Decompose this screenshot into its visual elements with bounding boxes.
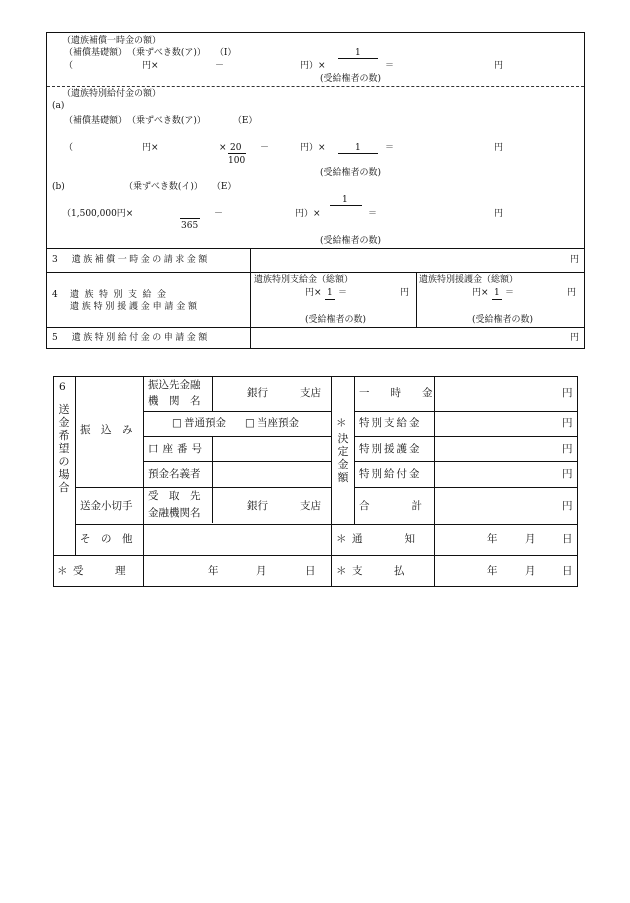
special-a-yen: 円 [494,143,504,153]
deposit-current-box[interactable]: □ [245,417,255,429]
item-special-support: 特別援護金 [359,443,422,455]
row3-label: 3 遺族補償一時金の請求金額 [52,255,210,265]
yen-special-support: 円 [562,443,573,455]
row4-label2: 遺族特別援護金申請金額 [70,302,200,312]
special-a-numerator: 1 [355,143,361,153]
lump-equals: ＝ [385,61,395,71]
branch-text: 支店 [300,387,321,399]
other-label: そ の 他 [80,533,133,545]
branch2-text: 支店 [300,500,321,512]
lump-yen-close: 円）× [300,61,326,71]
decided-asterisk: ＊ [336,417,347,429]
h-line-4 [75,487,331,488]
receipt-asterisk: ＊ [57,565,68,577]
row4-col1-eq: ＝ [338,288,348,298]
row5-label: 5 遺族特別給付金の申請金額 [52,333,210,343]
payment-month: 月 [525,565,536,577]
row4-col-divider [416,272,417,327]
row4-col1-yen: 円 [400,288,410,298]
h-line-1 [143,411,331,412]
row4-col2-num: 1 [494,288,500,298]
special-a-minus: － [260,143,270,153]
v-section-col [75,377,76,555]
rows-label-divider [250,248,251,348]
special-b-labels: （乗ずべき数(イ)） （E） [124,182,237,192]
yen-special-benefit: 円 [562,468,573,480]
notice-label: 通 知 [352,533,415,545]
decided-title: 決定金額 [337,432,349,484]
row4-col1-num: 1 [327,288,333,298]
lump-yen: 円 [494,61,504,71]
lump-numerator: 1 [355,48,361,58]
v-decided-col [354,377,355,524]
bank-text: 銀行 [247,387,268,399]
special-b-yen-close: 円）× [295,209,321,219]
special-a-denominator: (受給権者の数) [320,168,382,178]
h-line-2 [143,436,331,437]
special-a-fraction-line [338,153,378,154]
special-b-denominator: (受給権者の数) [320,236,382,246]
section-divider [47,86,584,87]
notice-month: 月 [525,533,536,545]
row4-label1: 遺族特別支給金 [70,290,172,300]
notice-year: 年 [487,533,498,545]
v-acct-label-col [212,436,213,523]
special-a-equals: ＝ [385,143,395,153]
special-a-open-paren: （ [64,143,74,153]
bank-label-2: 機 関 名 [148,395,201,407]
kogitte-label: 送金小切手 [80,500,133,512]
furikomi-label: 振 込 み [80,424,133,436]
row4-col2-eq: ＝ [505,288,515,298]
yen-special-payment: 円 [562,417,573,429]
special-a-frac-line [228,153,246,154]
special-a-label: (a) [52,101,65,111]
row4-num: 4 [52,290,58,300]
special-b-numerator: 1 [342,195,348,205]
lump-yen-times: 円× [142,61,159,71]
special-a-labels: （補償基礎額） （乗ずべき数(ア)） （E） [64,116,258,126]
lump-fraction-line [338,58,378,59]
h-right-5 [331,524,577,525]
special-b-yen: 円 [494,209,504,219]
h-right-3 [354,461,577,462]
h-right-1 [354,411,577,412]
h-right-4 [354,487,577,488]
payment-year: 年 [487,565,498,577]
item-special-benefit: 特別給付金 [359,468,422,480]
deposit-normal-box[interactable]: □ [172,417,182,429]
special-heading: （遺族特別給付金の額） [62,89,162,99]
account-number-label: 口座番号 [148,443,206,455]
yen-lump: 円 [562,387,573,399]
notice-asterisk: ＊ [336,533,347,545]
special-b-label: (b) [52,182,65,192]
receipt-day: 日 [305,565,316,577]
special-a-times: × [219,143,227,153]
receiver-label-2: 金融機関名 [148,507,201,519]
payment-day: 日 [562,565,573,577]
payment-asterisk: ＊ [336,565,347,577]
special-a-yen-close: 円）× [300,143,326,153]
special-a-frac-den: 100 [228,156,246,166]
section-number: 6 [59,381,66,393]
row4-col1-formula: 円× [305,288,322,298]
special-b-frac-line [180,218,200,219]
special-b-amount: （1,500,000円× [62,209,134,219]
v-bank-label-col [212,377,213,411]
row4-col1-den: (受給権者の数) [305,315,367,325]
receipt-label: 受 理 [73,565,126,577]
account-name-label: 預金名義者 [148,468,201,480]
receipt-year: 年 [208,565,219,577]
row5-yen: 円 [570,333,580,343]
lump-heading: （遺族補償一時金の額） [62,36,162,46]
yen-total: 円 [562,500,573,512]
row3-top-line [47,248,584,249]
payment-label: 支 払 [352,565,405,577]
special-b-frac-den: 365 [181,221,199,231]
special-b-minus: － [214,209,224,219]
lump-labels: （補償基礎額） （乗ずべき数(ア)） （I） [64,48,237,58]
special-b-fraction-line [330,205,362,206]
row4-col2-frac-line [492,299,502,300]
h-line-3 [143,461,331,462]
notice-day: 日 [562,533,573,545]
lump-minus: － [215,61,225,71]
section-title: 送金希望の場合 [58,403,70,494]
h-line-6 [54,555,577,556]
row4-col1-frac-line [325,299,335,300]
row4-top-line [47,272,584,273]
item-special-payment: 特別支給金 [359,417,422,429]
lump-open-paren: （ [64,61,74,71]
row4-col2-formula: 円× [472,288,489,298]
bank2-text: 銀行 [247,500,268,512]
h-right-2 [354,436,577,437]
special-b-equals: ＝ [368,209,378,219]
h-line-5 [75,524,331,525]
row4-col2-den: (受給権者の数) [472,315,534,325]
row4-col1-title: 遺族特別支給金（総額） [254,275,354,285]
item-lump: 一 時 金 [359,387,433,399]
receipt-month: 月 [256,565,267,577]
row4-col2-title: 遺族特別援護金（総額） [419,275,519,285]
lump-denominator: (受給権者の数) [320,74,382,84]
row3-yen: 円 [570,255,580,265]
bank-label-1: 振込先金融 [148,379,201,391]
deposit-normal-label: 普通預金 [184,417,226,429]
total-label: 合 計 [359,500,422,512]
row4-col2-yen: 円 [567,288,577,298]
special-a-frac-num: 20 [230,143,242,153]
deposit-current-label: 当座預金 [257,417,299,429]
receiver-label-1: 受 取 先 [148,490,201,502]
row5-top-line [47,327,584,328]
special-a-yen-times: 円× [142,143,159,153]
